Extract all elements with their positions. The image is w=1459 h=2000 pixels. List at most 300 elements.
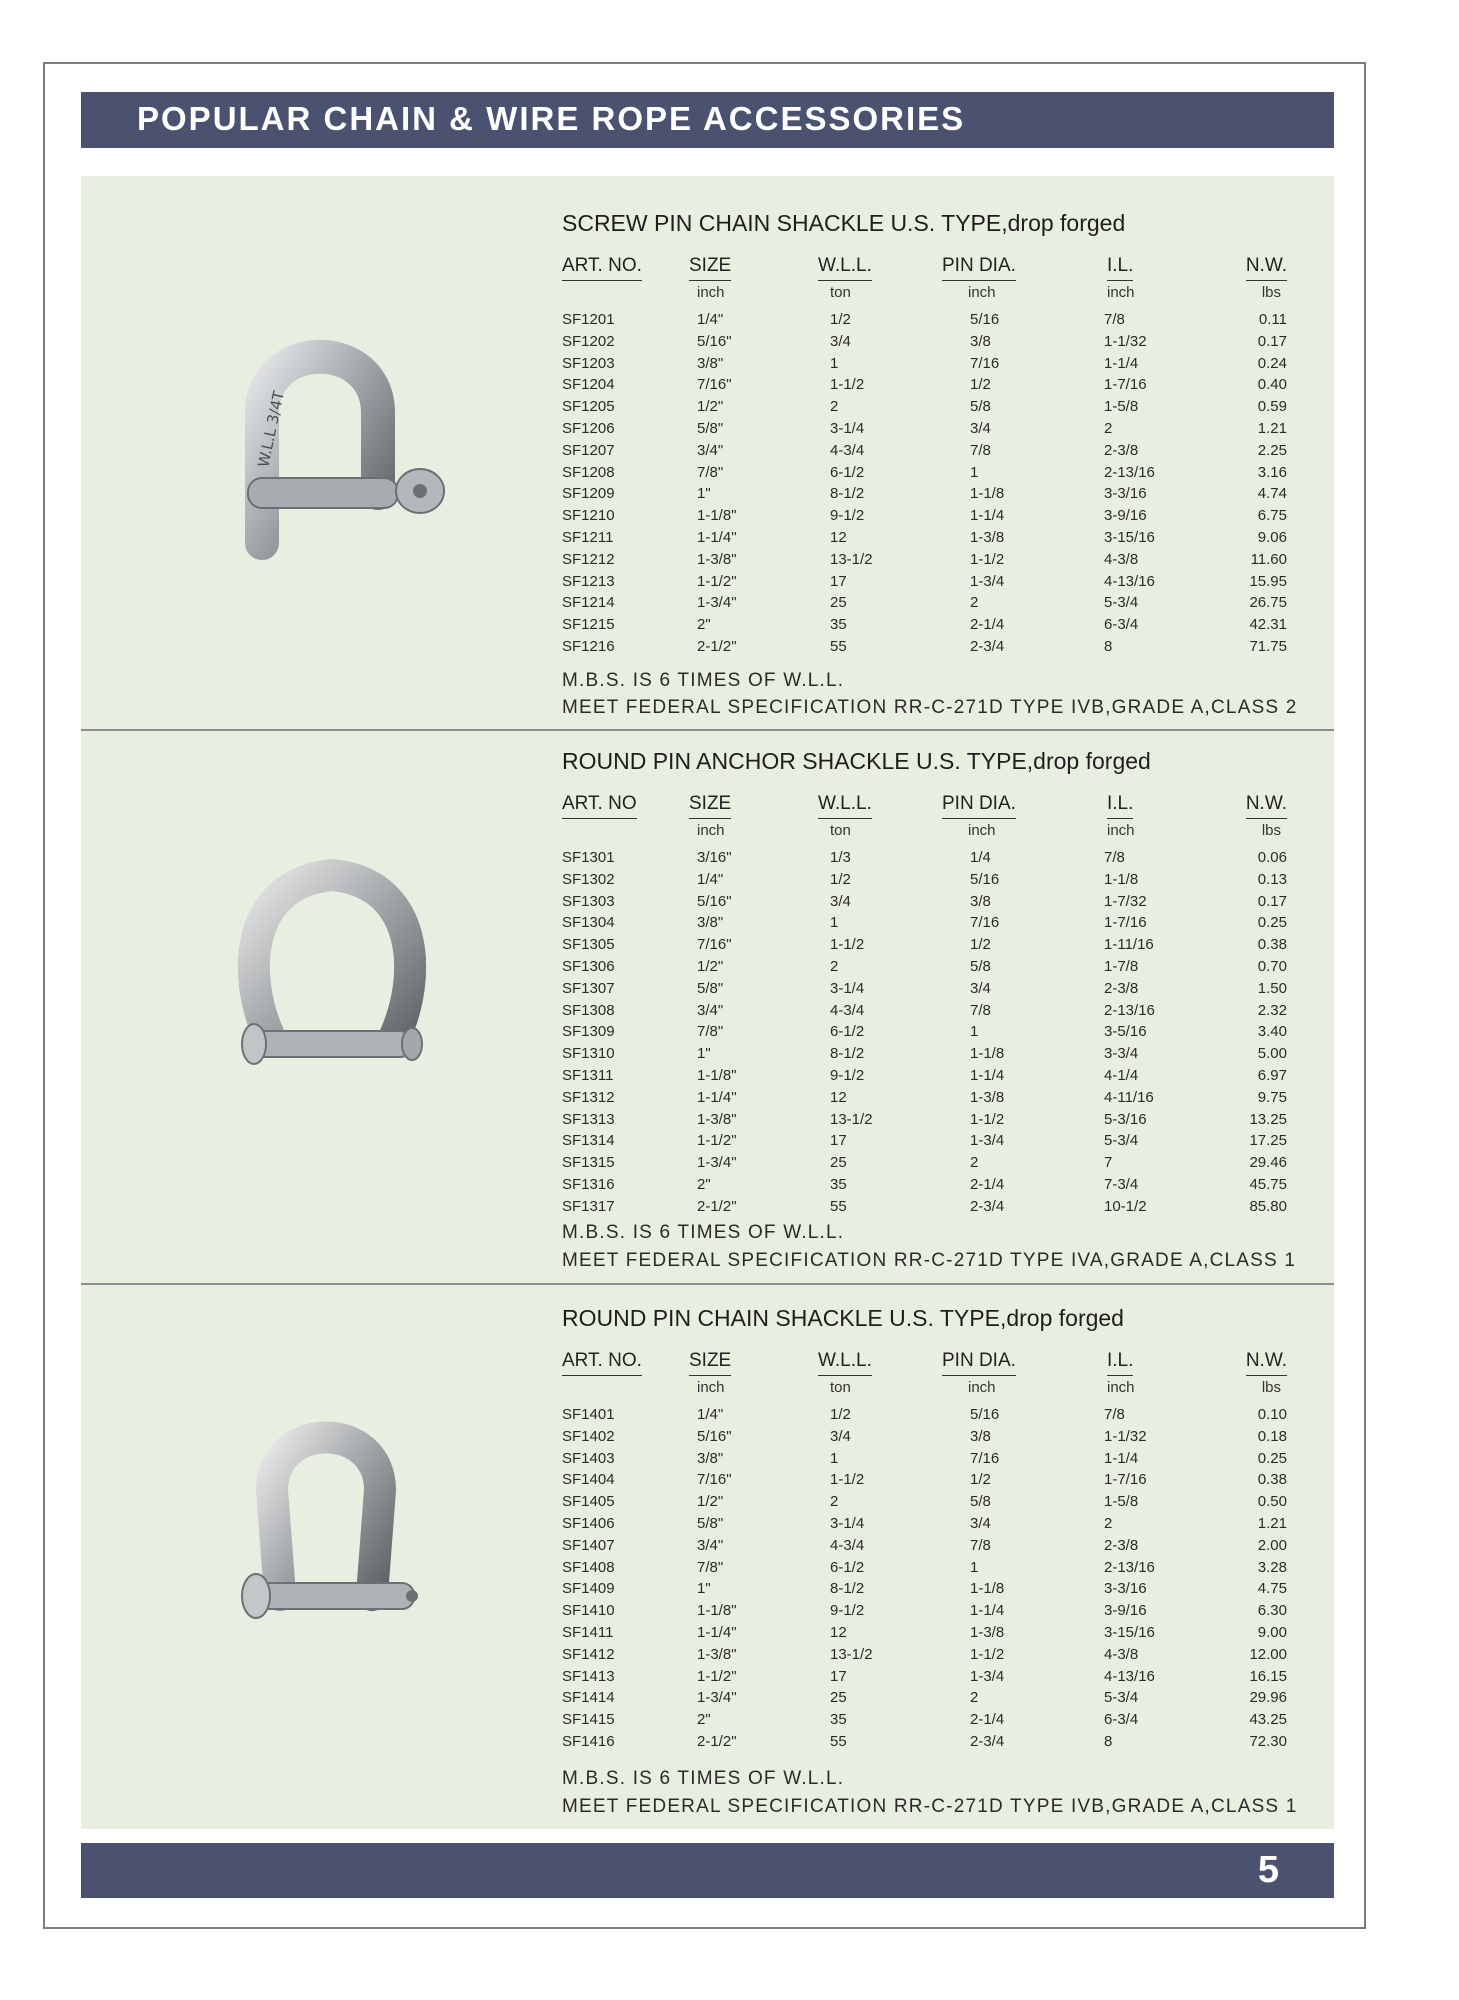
cell-nw: 0.18 <box>1257 1427 1287 1445</box>
cell-nw: 0.13 <box>1257 870 1287 888</box>
cell-wll: 9-1/2 <box>830 1602 865 1620</box>
cell-il: 6-3/4 <box>1104 1711 1139 1729</box>
cell-il: 8 <box>1104 1732 1113 1750</box>
cell-pin-dia: 1-1/2 <box>970 1110 1005 1128</box>
cell-art-no: SF1316 <box>562 1175 615 1193</box>
table-row <box>562 1535 1287 1557</box>
col-header-nw: N.W. <box>1246 1350 1287 1376</box>
cell-wll: 35 <box>830 616 847 634</box>
cell-size: 1/4" <box>697 1406 724 1423</box>
cell-size: 3/8" <box>697 354 724 372</box>
table-row <box>562 527 1287 549</box>
cell-pin-dia: 2 <box>970 1689 979 1707</box>
unit-nw: lbs <box>1261 284 1281 301</box>
cell-size: 1-1/2" <box>697 572 737 590</box>
cell-nw: 0.24 <box>1257 354 1287 372</box>
cell-size: 1" <box>697 485 711 503</box>
col-header-il: I.L. <box>1107 1350 1133 1376</box>
cell-il: 10-1/2 <box>1104 1197 1147 1215</box>
col-header-wll: W.L.L. <box>818 1350 872 1376</box>
unit-pin-dia: inch <box>968 284 996 301</box>
cell-nw: 1.50 <box>1257 979 1287 997</box>
cell-pin-dia: 1-1/4 <box>970 1066 1005 1084</box>
cell-il: 5-3/4 <box>1104 1132 1139 1150</box>
table-row <box>562 978 1287 1000</box>
cell-il: 3-5/16 <box>1104 1023 1147 1041</box>
cell-nw: 9.06 <box>1257 528 1287 546</box>
spec-note: MEET FEDERAL SPECIFICATION RR-C-271D TYPE IVB,GRADE A,CLASS 2 <box>562 697 1298 718</box>
table-row <box>562 1174 1287 1196</box>
col-header-nw: N.W. <box>1246 255 1287 281</box>
cell-art-no: SF1305 <box>562 936 615 954</box>
table-row <box>562 1600 1287 1622</box>
cell-size: 1-1/4" <box>697 528 737 546</box>
cell-wll: 12 <box>830 528 847 546</box>
col-header-art-no: ART. NO <box>562 793 637 819</box>
cell-wll: 3/4 <box>830 1427 851 1445</box>
table-header <box>562 255 1287 281</box>
cell-il: 1-7/8 <box>1104 957 1139 975</box>
cell-art-no: SF1212 <box>562 550 615 568</box>
cell-nw: 16.15 <box>1249 1667 1287 1685</box>
table-row <box>562 1491 1287 1513</box>
table-row <box>562 891 1287 913</box>
cell-il: 2 <box>1104 1514 1113 1532</box>
cell-pin-dia: 1/2 <box>970 376 991 394</box>
cell-il: 2-13/16 <box>1104 1001 1155 1019</box>
cell-nw: 72.30 <box>1249 1732 1287 1750</box>
cell-pin-dia: 1-1/8 <box>970 1045 1005 1063</box>
cell-art-no: SF1312 <box>562 1088 615 1106</box>
cell-nw: 9.00 <box>1257 1623 1287 1641</box>
cell-nw: 0.50 <box>1257 1493 1287 1511</box>
table-row <box>562 505 1287 527</box>
cell-pin-dia: 1-1/2 <box>970 1645 1005 1663</box>
cell-wll: 13-1/2 <box>830 550 873 568</box>
cell-pin-dia: 5/16 <box>970 1406 1000 1423</box>
cell-il: 3-15/16 <box>1104 528 1155 546</box>
cell-pin-dia: 3/4 <box>970 1514 991 1532</box>
cell-size: 7/16" <box>697 1471 732 1489</box>
col-header-size: SIZE <box>689 1350 731 1376</box>
spec-note: MEET FEDERAL SPECIFICATION RR-C-271D TYPE IVA,GRADE A,CLASS 1 <box>562 1250 1297 1271</box>
cell-wll: 2 <box>830 1493 839 1511</box>
cell-il: 2 <box>1104 419 1113 437</box>
cell-wll: 2 <box>830 398 839 416</box>
cell-wll: 1-1/2 <box>830 376 865 394</box>
cell-wll: 55 <box>830 1732 847 1750</box>
cell-il: 2-13/16 <box>1104 463 1155 481</box>
cell-pin-dia: 3/4 <box>970 979 991 997</box>
cell-pin-dia: 3/8 <box>970 892 991 910</box>
cell-size: 1-3/4" <box>697 594 737 612</box>
cell-art-no: SF1413 <box>562 1667 615 1685</box>
round-pin-chain-shackle-image <box>232 1405 432 1650</box>
mbs-note: M.B.S. IS 6 TIMES OF W.L.L. <box>562 1768 845 1789</box>
cell-nw: 0.38 <box>1257 1471 1287 1489</box>
table-row <box>562 483 1287 505</box>
cell-size: 1/4" <box>697 870 724 888</box>
table-row <box>562 1065 1287 1087</box>
cell-size: 5/8" <box>697 419 724 437</box>
cell-size: 7/8" <box>697 1558 724 1576</box>
cell-pin-dia: 3/8 <box>970 1427 991 1445</box>
unit-size: inch <box>697 284 725 301</box>
unit-pin-dia: inch <box>968 1379 996 1396</box>
cell-nw: 6.30 <box>1257 1602 1287 1620</box>
cell-pin-dia: 2-3/4 <box>970 1732 1005 1750</box>
cell-art-no: SF1204 <box>562 376 615 394</box>
table-row <box>562 636 1287 658</box>
cell-pin-dia: 1-1/4 <box>970 1602 1005 1620</box>
cell-art-no: SF1216 <box>562 637 615 655</box>
cell-wll: 17 <box>830 572 847 590</box>
cell-il: 1-1/32 <box>1104 1427 1147 1445</box>
mbs-note: M.B.S. IS 6 TIMES OF W.L.L. <box>562 1222 845 1243</box>
cell-wll: 12 <box>830 1623 847 1641</box>
unit-nw: lbs <box>1261 1379 1281 1396</box>
col-header-art-no: ART. NO. <box>562 1350 642 1376</box>
table-row <box>562 1687 1287 1709</box>
cell-size: 2" <box>697 1711 711 1729</box>
cell-art-no: SF1205 <box>562 398 615 416</box>
cell-art-no: SF1203 <box>562 354 615 372</box>
unit-wll: ton <box>830 822 851 839</box>
cell-art-no: SF1211 <box>562 528 614 546</box>
unit-wll: ton <box>830 1379 851 1396</box>
col-header-il: I.L. <box>1107 793 1133 819</box>
cell-il: 6-3/4 <box>1104 616 1139 634</box>
cell-il: 1-5/8 <box>1104 1493 1139 1511</box>
cell-pin-dia: 5/8 <box>970 957 991 975</box>
cell-art-no: SF1406 <box>562 1514 615 1532</box>
cell-size: 1-1/8" <box>697 1602 737 1620</box>
table-body <box>562 309 1287 658</box>
cell-il: 2-3/8 <box>1104 1536 1139 1554</box>
cell-size: 5/16" <box>697 332 732 350</box>
cell-nw: 11.60 <box>1250 550 1287 568</box>
table-row <box>562 1152 1287 1174</box>
cell-art-no: SF1311 <box>562 1066 614 1084</box>
cell-il: 2-3/8 <box>1104 979 1139 997</box>
cell-art-no: SF1409 <box>562 1580 615 1598</box>
cell-nw: 43.25 <box>1249 1711 1287 1729</box>
cell-il: 4-1/4 <box>1104 1066 1139 1084</box>
table-row <box>562 847 1287 869</box>
table-row <box>562 1622 1287 1644</box>
cell-wll: 1/2 <box>830 870 851 888</box>
cell-wll: 1-1/2 <box>830 936 865 954</box>
cell-pin-dia: 1-3/4 <box>970 1667 1005 1685</box>
table-header <box>562 793 1287 819</box>
cell-art-no: SF1308 <box>562 1001 615 1019</box>
cell-size: 1" <box>697 1580 711 1598</box>
cell-nw: 0.11 <box>1258 311 1287 328</box>
cell-wll: 1/2 <box>830 1406 851 1423</box>
table-row <box>562 1731 1287 1753</box>
cell-wll: 13-1/2 <box>830 1645 873 1663</box>
unit-il: inch <box>1107 822 1135 839</box>
cell-wll: 9-1/2 <box>830 1066 865 1084</box>
table-row <box>562 1000 1287 1022</box>
cell-il: 3-3/16 <box>1104 1580 1147 1598</box>
cell-art-no: SF1408 <box>562 1558 615 1576</box>
cell-pin-dia: 7/16 <box>970 1449 1000 1467</box>
cell-art-no: SF1209 <box>562 485 615 503</box>
cell-pin-dia: 7/8 <box>970 441 991 459</box>
cell-pin-dia: 1-3/4 <box>970 572 1005 590</box>
cell-il: 7 <box>1104 1154 1113 1172</box>
cell-nw: 0.40 <box>1257 376 1287 394</box>
cell-art-no: SF1215 <box>562 616 615 634</box>
table-row <box>562 1666 1287 1688</box>
cell-pin-dia: 1-3/4 <box>970 1132 1005 1150</box>
cell-size: 3/8" <box>697 914 724 932</box>
section-title: ROUND PIN CHAIN SHACKLE U.S. TYPE,drop forged <box>562 1305 1124 1331</box>
cell-size: 7/8" <box>697 463 724 481</box>
cell-il: 1-1/32 <box>1104 332 1147 350</box>
cell-wll: 4-3/4 <box>830 1001 865 1019</box>
table-body <box>562 847 1287 1218</box>
cell-art-no: SF1416 <box>562 1732 615 1750</box>
section-divider <box>81 1283 1334 1285</box>
cell-il: 4-11/16 <box>1104 1088 1154 1106</box>
col-header-size: SIZE <box>689 255 731 281</box>
cell-wll: 17 <box>830 1667 847 1685</box>
cell-art-no: SF1303 <box>562 892 615 910</box>
cell-wll: 3-1/4 <box>830 979 865 997</box>
cell-size: 2-1/2" <box>697 637 737 655</box>
cell-pin-dia: 1-1/8 <box>970 485 1005 503</box>
cell-il: 4-3/8 <box>1104 550 1139 568</box>
cell-wll: 1 <box>830 354 839 372</box>
cell-art-no: SF1208 <box>562 463 615 481</box>
page-title: POPULAR CHAIN & WIRE ROPE ACCESSORIES <box>137 100 966 137</box>
cell-size: 2-1/2" <box>697 1197 737 1215</box>
cell-wll: 8-1/2 <box>830 1045 865 1063</box>
cell-nw: 15.95 <box>1249 572 1287 590</box>
cell-il: 3-9/16 <box>1104 1602 1147 1620</box>
cell-nw: 2.25 <box>1257 441 1287 459</box>
cell-size: 5/8" <box>697 979 724 997</box>
table-row <box>562 374 1287 396</box>
table-row <box>562 353 1287 375</box>
cell-pin-dia: 2 <box>970 1154 979 1172</box>
cell-art-no: SF1411 <box>562 1623 614 1641</box>
cell-wll: 6-1/2 <box>830 463 865 481</box>
cell-size: 7/8" <box>697 1023 724 1041</box>
table-row <box>562 1709 1287 1731</box>
cell-art-no: SF1213 <box>562 572 615 590</box>
cell-il: 3-3/4 <box>1104 1045 1139 1063</box>
cell-pin-dia: 7/8 <box>970 1536 991 1554</box>
table-row <box>562 440 1287 462</box>
cell-pin-dia: 1-1/8 <box>970 1580 1005 1598</box>
cell-nw: 2.32 <box>1257 1001 1287 1019</box>
cell-wll: 25 <box>830 594 847 612</box>
cell-art-no: SF1309 <box>562 1023 615 1041</box>
table-row <box>562 1469 1287 1491</box>
cell-size: 1-1/8" <box>697 507 737 525</box>
cell-size: 1-3/4" <box>697 1154 737 1172</box>
cell-il: 4-3/8 <box>1104 1645 1139 1663</box>
section-title: SCREW PIN CHAIN SHACKLE U.S. TYPE,drop forged <box>562 210 1126 236</box>
table-row <box>562 1578 1287 1600</box>
cell-pin-dia: 5/16 <box>970 311 1000 328</box>
cell-nw: 0.70 <box>1257 957 1287 975</box>
cell-il: 3-15/16 <box>1104 1623 1155 1641</box>
cell-nw: 13.25 <box>1249 1110 1287 1128</box>
cell-art-no: SF1414 <box>562 1689 615 1707</box>
cell-il: 3-3/16 <box>1104 485 1147 503</box>
cell-art-no: SF1404 <box>562 1471 615 1489</box>
cell-il: 7/8 <box>1104 311 1125 328</box>
cell-nw: 45.75 <box>1249 1175 1287 1193</box>
cell-nw: 12.00 <box>1249 1645 1287 1663</box>
unit-size: inch <box>697 1379 725 1396</box>
table-row <box>562 614 1287 636</box>
cell-size: 1-1/8" <box>697 1066 737 1084</box>
unit-il: inch <box>1107 284 1135 301</box>
cell-pin-dia: 1 <box>970 463 979 481</box>
cell-size: 3/4" <box>697 1001 724 1019</box>
cell-pin-dia: 1 <box>970 1558 979 1576</box>
unit-pin-dia: inch <box>968 822 996 839</box>
table-row <box>562 1426 1287 1448</box>
cell-il: 8 <box>1104 637 1113 655</box>
cell-il: 1-7/16 <box>1104 376 1147 394</box>
shackle-marking: W.L.L 3/4T <box>254 389 289 469</box>
cell-nw: 5.00 <box>1257 1045 1287 1063</box>
cell-nw: 0.06 <box>1257 849 1287 866</box>
cell-size: 1" <box>697 1045 711 1063</box>
mbs-note: M.B.S. IS 6 TIMES OF W.L.L. <box>562 670 845 691</box>
cell-art-no: SF1415 <box>562 1711 615 1729</box>
cell-il: 5-3/4 <box>1104 594 1139 612</box>
section-title: ROUND PIN ANCHOR SHACKLE U.S. TYPE,drop forged <box>562 748 1151 774</box>
cell-nw: 71.75 <box>1249 637 1287 655</box>
cell-size: 1-3/4" <box>697 1689 737 1707</box>
cell-wll: 1/2 <box>830 311 851 328</box>
table-row <box>562 549 1287 571</box>
cell-art-no: SF1310 <box>562 1045 615 1063</box>
cell-pin-dia: 7/16 <box>970 914 1000 932</box>
cell-nw: 17.25 <box>1249 1132 1287 1150</box>
cell-wll: 13-1/2 <box>830 1110 873 1128</box>
cell-wll: 55 <box>830 637 847 655</box>
cell-size: 1-1/4" <box>697 1623 737 1641</box>
cell-art-no: SF1402 <box>562 1427 615 1445</box>
col-header-pin-dia: PIN DIA. <box>942 793 1016 819</box>
cell-size: 2-1/2" <box>697 1732 737 1750</box>
footer-bar <box>81 1843 1334 1898</box>
cell-pin-dia: 1-1/4 <box>970 507 1005 525</box>
cell-art-no: SF1407 <box>562 1536 615 1554</box>
cell-pin-dia: 2-1/4 <box>970 1175 1005 1193</box>
cell-wll: 12 <box>830 1088 847 1106</box>
cell-wll: 25 <box>830 1689 847 1707</box>
cell-art-no: SF1207 <box>562 441 615 459</box>
cell-il: 4-13/16 <box>1104 1667 1155 1685</box>
cell-pin-dia: 2-3/4 <box>970 1197 1005 1215</box>
cell-pin-dia: 1/2 <box>970 936 991 954</box>
cell-wll: 1/3 <box>830 849 851 866</box>
col-header-wll: W.L.L. <box>818 255 872 281</box>
cell-il: 5-3/4 <box>1104 1689 1139 1707</box>
unit-row <box>562 1379 1287 1397</box>
cell-art-no: SF1302 <box>562 870 615 888</box>
cell-art-no: SF1306 <box>562 957 615 975</box>
cell-size: 1-3/8" <box>697 1110 737 1128</box>
cell-size: 3/8" <box>697 1449 724 1467</box>
table-row <box>562 396 1287 418</box>
cell-wll: 2 <box>830 957 839 975</box>
cell-art-no: SF1315 <box>562 1154 615 1172</box>
cell-wll: 9-1/2 <box>830 507 865 525</box>
cell-art-no: SF1410 <box>562 1602 615 1620</box>
cell-pin-dia: 5/8 <box>970 1493 991 1511</box>
cell-il: 7/8 <box>1104 1406 1125 1423</box>
table-row <box>562 309 1287 331</box>
cell-il: 3-9/16 <box>1104 507 1147 525</box>
table-row <box>562 1513 1287 1535</box>
cell-il: 1-1/4 <box>1104 1449 1139 1467</box>
cell-il: 7-3/4 <box>1104 1175 1139 1193</box>
table-row <box>562 592 1287 614</box>
cell-size: 2" <box>697 1175 711 1193</box>
cell-nw: 1.21 <box>1257 419 1287 437</box>
section-divider <box>81 729 1334 731</box>
unit-nw: lbs <box>1261 822 1281 839</box>
cell-art-no: SF1313 <box>562 1110 615 1128</box>
table-row <box>562 571 1287 593</box>
cell-nw: 6.97 <box>1257 1066 1287 1084</box>
cell-il: 5-3/16 <box>1104 1110 1147 1128</box>
table-row <box>562 934 1287 956</box>
cell-nw: 2.00 <box>1257 1536 1287 1554</box>
screw-pin-shackle-image <box>228 318 458 568</box>
cell-il: 1-1/8 <box>1104 870 1139 888</box>
cell-il: 4-13/16 <box>1104 572 1155 590</box>
cell-size: 2" <box>697 616 711 634</box>
cell-art-no: SF1301 <box>562 849 615 866</box>
cell-nw: 26.75 <box>1249 594 1287 612</box>
table-row <box>562 1448 1287 1470</box>
spec-note: MEET FEDERAL SPECIFICATION RR-C-271D TYPE IVB,GRADE A,CLASS 1 <box>562 1796 1298 1817</box>
cell-nw: 3.40 <box>1257 1023 1287 1041</box>
col-header-pin-dia: PIN DIA. <box>942 255 1016 281</box>
cell-pin-dia: 2-1/4 <box>970 1711 1005 1729</box>
cell-art-no: SF1202 <box>562 332 615 350</box>
cell-nw: 0.25 <box>1257 1449 1287 1467</box>
cell-art-no: SF1214 <box>562 594 615 612</box>
table-row <box>562 1196 1287 1218</box>
col-header-art-no: ART. NO. <box>562 255 642 281</box>
cell-size: 1-3/8" <box>697 1645 737 1663</box>
cell-size: 7/16" <box>697 936 732 954</box>
cell-wll: 17 <box>830 1132 847 1150</box>
cell-nw: 42.31 <box>1249 616 1287 634</box>
cell-wll: 1 <box>830 1449 839 1467</box>
cell-wll: 3/4 <box>830 892 851 910</box>
cell-pin-dia: 2-1/4 <box>970 616 1005 634</box>
cell-size: 7/16" <box>697 376 732 394</box>
cell-art-no: SF1307 <box>562 979 615 997</box>
cell-pin-dia: 3/4 <box>970 419 991 437</box>
cell-pin-dia: 1-1/2 <box>970 550 1005 568</box>
cell-art-no: SF1403 <box>562 1449 615 1467</box>
unit-wll: ton <box>830 284 851 301</box>
